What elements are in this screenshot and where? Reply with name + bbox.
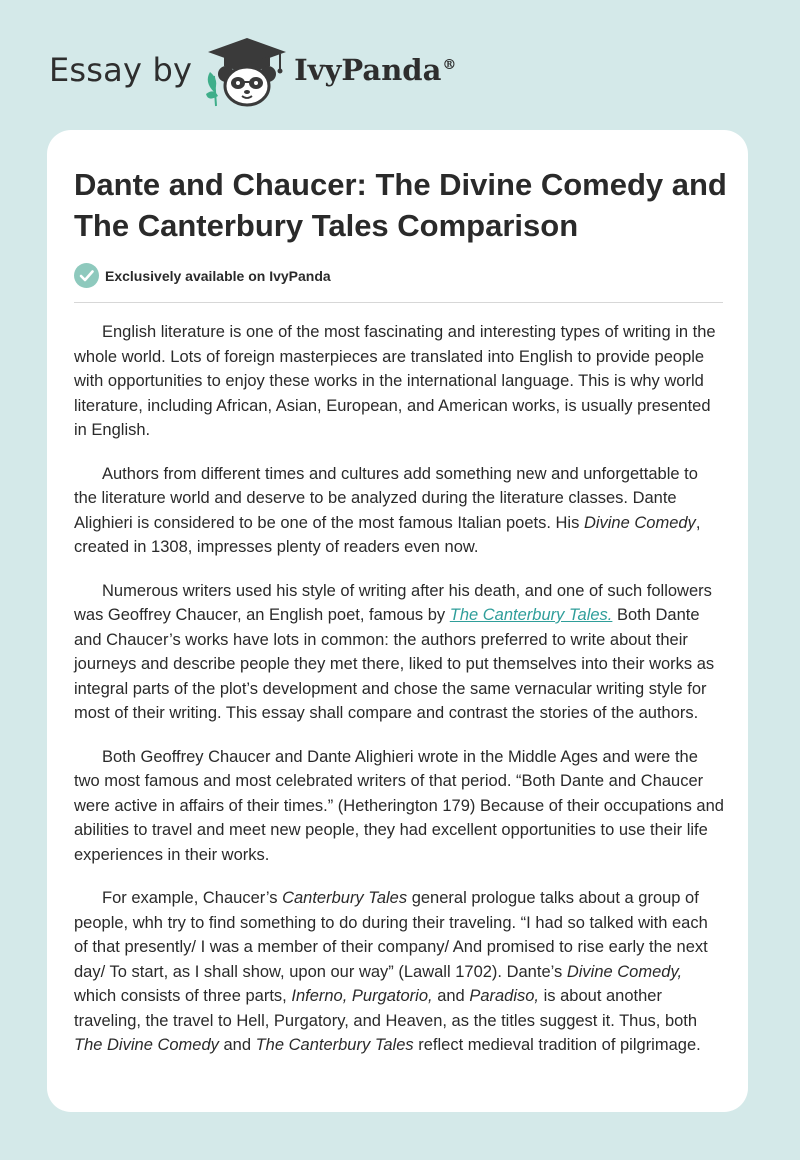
exclusive-badge: [74, 263, 331, 288]
check-circle-icon: [74, 263, 99, 288]
paragraph-2: Authors from different times and cultures add something new and unforgettable to the literature world and deserve to be analyzed during the literature classes. Dante Alighieri is considered to be one of the most famous Italian poets. His Divine Comedy, created in 1308, impresses plenty of readers even now.: [74, 464, 701, 556]
exclusive-badge-text: Exclusively available on IvyPanda: [105, 267, 331, 284]
essay-body: [74, 320, 725, 1077]
site-header-brand[interactable]: [49, 36, 456, 110]
panda-graduate-icon: [202, 36, 292, 110]
canterbury-tales-link[interactable]: The Canterbury Tales.: [449, 606, 613, 624]
paragraph-4: Both Geoffrey Chaucer and Dante Alighieri wrote in the Middle Ages and were the two most famous and most celebrated writers of that period. “Both Dante and Chaucer were active in affairs of their times.” (Hetherington 179) Because of their occupations and abilities to travel and meet new people, they had excellent opportunities to use their life experiences in their works.: [74, 747, 724, 864]
essay-card: [47, 130, 748, 1112]
brand-name: IvyPanda®: [294, 53, 457, 87]
title-divider: [74, 302, 723, 303]
paragraph-3: Numerous writers used his style of writing after his death, and one of such followers was Geoffrey Chaucer, an English poet, famous by The Canterbury Tales. Both Dante and Chaucer’s works have lots in common: the authors preferred to write about their journeys and describe people they met there, liked to put themselves into their works as integral parts of the plot’s development and chose the same vernacular writing style for most of their writing. This essay shall compare and contrast the stories of the authors.: [74, 581, 715, 722]
paragraph-5: For example, Chaucer’s Canterbury Tales general prologue talks about a group of people, whh try to find something to do during their traveling. “I had so talked with each of that presently/ I was a member of their company/ And promised to rise early the next day/ To start, as I shall show, upon our way” (Lawall 1702). Dante’s Divine Comedy, which consists of three parts, Inferno, Purgatorio, and Paradiso, is about another traveling, the travel to Hell, Purgatory, and Heaven, as the titles suggest it. Thus, both The Divine Comedy and The Canterbury Tales reflect medieval tradition of pilgrimage.: [74, 889, 708, 1054]
essay-by-label: Essay by: [49, 51, 193, 89]
paragraph-1: English literature is one of the most fascinating and interesting types of writing in the whole world. Lots of foreign masterpieces are translated into English to provide people with opportunities to enjoy these works in the international language. This is why world literature, including African, Asian, European, and American works, is usually presented in English.: [74, 323, 716, 439]
essay-title: Dante and Chaucer: The Divine Comedy and The Canterbury Tales Comparison: [74, 167, 727, 243]
